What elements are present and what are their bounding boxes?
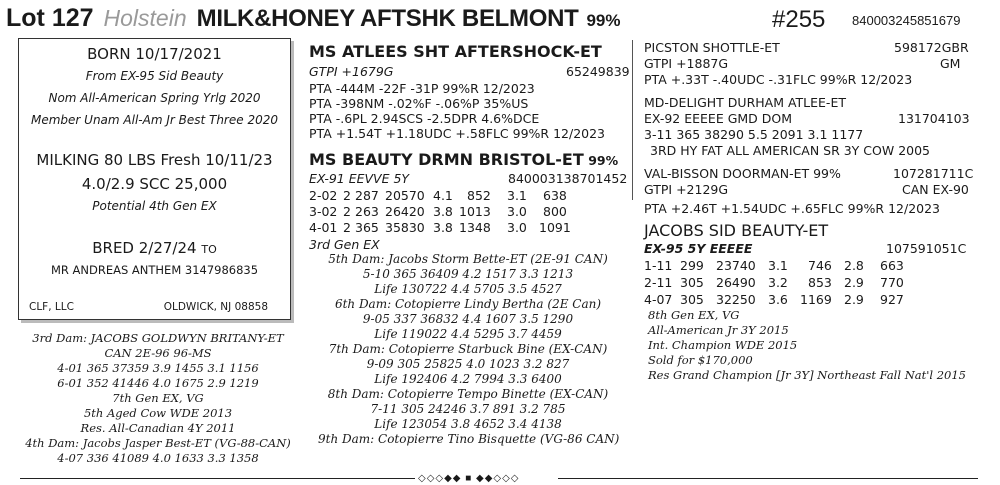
rec-pro: 1091 <box>539 220 571 235</box>
bred-info <box>19 239 290 257</box>
consignor: CLF, LLC <box>29 301 74 313</box>
pedigree-divider <box>632 40 633 200</box>
dam-dam-class: EX-95 5Y EEEEE <box>644 241 753 256</box>
sire-dam-record: 3-11 365 38290 5.5 2091 3.1 1177 <box>644 127 864 142</box>
middle-dam-line: 9-09 305 25825 4.0 1023 3.2 827 <box>366 357 570 371</box>
dam-dam-record-row <box>644 258 944 274</box>
rec-fat-pct: 3.1 <box>768 258 788 273</box>
rec-x: 2 <box>343 220 351 235</box>
cow-percent: 99% <box>586 11 621 30</box>
rec-fat: 853 <box>808 275 832 290</box>
left-dam-line: 4-07 336 41089 4.0 1633 3.3 1358 <box>57 451 259 465</box>
rec-pro-pct: 2.9 <box>844 292 864 307</box>
nomination-1: Nom All-American Spring Yrlg 2020 <box>48 91 261 105</box>
dam-percent: 99% <box>588 153 619 168</box>
rec-days: 365 <box>355 220 379 235</box>
bred-to: TO <box>201 243 217 256</box>
sire-sire-gtpi: GTPI +1887G <box>644 56 729 71</box>
sire-pta-line: PTA -398NM -.02%F -.06%P 35%US <box>309 96 529 111</box>
rec-fat: 1013 <box>459 204 491 219</box>
left-dam-line: 4th Dam: Jacobs Jasper Best-ET (VG-88-CAN) <box>25 436 291 450</box>
left-dam-line: Res. All-Canadian 4Y 2011 <box>80 421 236 435</box>
potential-info: Potential 4th Gen EX <box>92 199 217 213</box>
dam-dam-note: Res Grand Champion [Jr 3Y] Northeast Fall Nat'l 2015 <box>648 368 966 382</box>
dam-reg: 840003138701452 <box>508 171 628 186</box>
rec-age: 2-11 <box>644 275 673 290</box>
middle-dam-line: 6th Dam: Cotopierre Lindy Bertha (2E Can) <box>334 297 602 311</box>
dam-record-row <box>309 220 609 236</box>
sire-pta-line: PTA +1.54T +1.18UDC +.58FLC 99%R 12/2023 <box>309 126 606 141</box>
sire-pta-line: PTA -.6PL 2.94SCS -2.5DPR 4.6%DCE <box>309 111 540 126</box>
sire-dam-award: 3RD HY FAT ALL AMERICAN SR 3Y COW 2005 <box>650 143 931 158</box>
test-info: 4.0/2.9 SCC 25,000 <box>81 175 228 193</box>
middle-dam-line: 8th Dam: Cotopierre Tempo Binette (EX-CAN) <box>327 387 609 401</box>
lot-title <box>6 4 621 34</box>
rec-fat: 852 <box>467 188 491 203</box>
middle-dam-line: Life 130722 4.4 5705 3.5 4527 <box>374 282 562 296</box>
middle-dam-line: Life 123054 3.8 4652 3.4 4138 <box>374 417 562 431</box>
footer-rule-left <box>20 478 415 479</box>
rec-pro-pct: 3.0 <box>507 204 527 219</box>
dam-gen: 3rd Gen EX <box>309 237 380 252</box>
rec-fat: 1348 <box>459 220 491 235</box>
born-date: BORN 10/17/2021 <box>87 45 222 63</box>
rec-fat-pct: 3.6 <box>768 292 788 307</box>
rec-pro-pct: 2.8 <box>844 258 864 273</box>
left-dam-line: 4-01 365 37359 3.9 1455 3.1 1156 <box>57 361 259 375</box>
rec-pro: 663 <box>880 258 904 273</box>
rec-x: 2 <box>343 188 351 203</box>
rec-x: 2 <box>343 204 351 219</box>
footer-ornament: ◇◇◇◆◆ ■ ◆◆◇◇◇ <box>418 473 520 484</box>
dam-dam-note: Sold for $170,000 <box>648 353 753 367</box>
rec-pro: 927 <box>880 292 904 307</box>
sire-pta-line: PTA -444M -22F -31P 99%R 12/2023 <box>309 81 535 96</box>
rec-age: 4-07 <box>644 292 673 307</box>
dam-dam-notes <box>648 308 966 383</box>
middle-dam-line: 5th Dam: Jacobs Storm Bette-ET (2E-91 CAN) <box>328 252 608 266</box>
middle-dam-line: Life 192406 4.2 7994 3.3 6400 <box>374 372 562 386</box>
consignor-location: OLDWICK, NJ 08858 <box>163 301 268 313</box>
milking-info: MILKING 80 LBS Fresh 10/11/23 <box>36 151 273 169</box>
rec-days: 263 <box>355 204 379 219</box>
middle-dam-line: 7-11 305 24246 3.7 891 3.2 785 <box>370 402 566 416</box>
dam-dam-name: JACOBS SID BEAUTY-ET <box>644 221 829 240</box>
rec-days: 305 <box>680 292 704 307</box>
cow-name: MILK&HONEY AFTSHK BELMONT <box>196 5 579 32</box>
sire-gtpi: GTPI +1679G <box>309 64 394 79</box>
dam-dam-record-row <box>644 275 944 291</box>
nomination-2: Member Unam All-Am Jr Best Three 2020 <box>30 113 278 127</box>
rec-fat-pct: 3.8 <box>433 220 453 235</box>
lot-label: Lot 127 <box>6 4 94 32</box>
service-sire: MR ANDREAS ANTHEM 3147986835 <box>50 263 259 277</box>
dam-record-row <box>309 188 609 204</box>
dam-class: EX-91 EEVVE 5Y <box>309 171 410 186</box>
sire-sire-name: PICSTON SHOTTLE-ET <box>644 40 780 55</box>
dam-dam-note: Int. Champion WDE 2015 <box>648 338 798 352</box>
left-dam-list <box>18 331 298 466</box>
registration-number: 840003245851679 <box>852 13 961 28</box>
bred-date: BRED 2/27/24 <box>92 239 197 257</box>
dam-dam-note: All-American Jr 3Y 2015 <box>648 323 789 337</box>
cow-info-box <box>18 38 291 320</box>
rec-days: 299 <box>680 258 704 273</box>
rec-milk: 23740 <box>716 258 756 273</box>
left-dam-line: 3rd Dam: JACOBS GOLDWYN BRITANY-ET <box>32 331 284 345</box>
dam-dam-record-row <box>644 292 944 308</box>
dam-sire-class: CAN EX-90 <box>902 182 969 197</box>
footer-rule-right <box>558 478 978 479</box>
rec-pro-pct: 3.1 <box>507 188 527 203</box>
dam-record-row <box>309 204 609 220</box>
dam-sire-gtpi: GTPI +2129G <box>644 182 729 197</box>
sire-dam-reg: 131704103 <box>898 111 970 126</box>
lot-number: #255 <box>772 6 826 33</box>
left-dam-line: CAN 2E-96 96-MS <box>104 346 212 360</box>
middle-dam-line: 7th Dam: Cotopierre Starbuck Bine (EX-CAN) <box>328 342 608 356</box>
left-dam-line: 5th Aged Cow WDE 2013 <box>83 406 233 420</box>
sire-dam-name: MD-DELIGHT DURHAM ATLEE-ET <box>644 95 846 110</box>
rec-pro-pct: 3.0 <box>507 220 527 235</box>
rec-age: 2-02 <box>309 188 338 203</box>
dam-sire-name: VAL-BISSON DOORMAN-ET 99% <box>644 166 841 181</box>
sire-sire-pta: PTA +.33T -.40UDC -.31FLC 99%R 12/2023 <box>644 72 913 87</box>
dam-name: MS BEAUTY DRMN BRISTOL-ET <box>309 150 584 169</box>
rec-fat: 1169 <box>800 292 832 307</box>
rec-milk: 26490 <box>716 275 756 290</box>
rec-pro: 638 <box>543 188 567 203</box>
rec-milk: 20570 <box>385 188 425 203</box>
rec-pro: 800 <box>543 204 567 219</box>
rec-fat-pct: 3.8 <box>433 204 453 219</box>
rec-days: 305 <box>680 275 704 290</box>
middle-dam-list <box>318 252 618 447</box>
dam-sire-pta: PTA +2.46T +1.54UDC +.65FLC 99%R 12/2023 <box>644 201 941 216</box>
left-dam-line: 7th Gen EX, VG <box>112 391 204 405</box>
rec-pro-pct: 2.9 <box>844 275 864 290</box>
sire-sire-class: GM <box>940 56 961 71</box>
rec-pro: 770 <box>880 275 904 290</box>
middle-dam-line: 9-05 337 36832 4.4 1607 3.5 1290 <box>362 312 574 326</box>
left-dam-line: 6-01 352 41446 4.0 1675 2.9 1219 <box>57 376 259 390</box>
middle-dam-line: 9th Dam: Cotopierre Tino Bisquette (VG-86 CAN) <box>318 432 620 446</box>
dam-dam-reg: 107591051C <box>886 241 967 256</box>
rec-milk: 26420 <box>385 204 425 219</box>
middle-dam-line: 5-10 365 36409 4.2 1517 3.3 1213 <box>362 267 574 281</box>
dam-dam-note: 8th Gen EX, VG <box>648 308 740 322</box>
rec-age: 3-02 <box>309 204 338 219</box>
sire-sire-reg: 598172GBR <box>894 40 969 55</box>
from-dam: From EX-95 Sid Beauty <box>85 69 224 83</box>
sire-name: MS ATLEES SHT AFTERSHOCK-ET <box>309 42 602 61</box>
rec-milk: 32250 <box>716 292 756 307</box>
dam-title <box>309 150 618 170</box>
sire-dam-class: EX-92 EEEEE GMD DOM <box>644 111 793 126</box>
rec-milk: 35830 <box>385 220 425 235</box>
rec-days: 287 <box>355 188 379 203</box>
breed-label: Holstein <box>103 5 187 31</box>
rec-fat: 746 <box>808 258 832 273</box>
rec-fat-pct: 4.1 <box>433 188 453 203</box>
rec-fat-pct: 3.2 <box>768 275 788 290</box>
rec-age: 1-11 <box>644 258 673 273</box>
rec-age: 4-01 <box>309 220 338 235</box>
sire-reg: 65249839 <box>566 64 630 79</box>
middle-dam-line: Life 119022 4.4 5295 3.7 4459 <box>374 327 562 341</box>
dam-sire-reg: 107281711C <box>893 166 974 181</box>
